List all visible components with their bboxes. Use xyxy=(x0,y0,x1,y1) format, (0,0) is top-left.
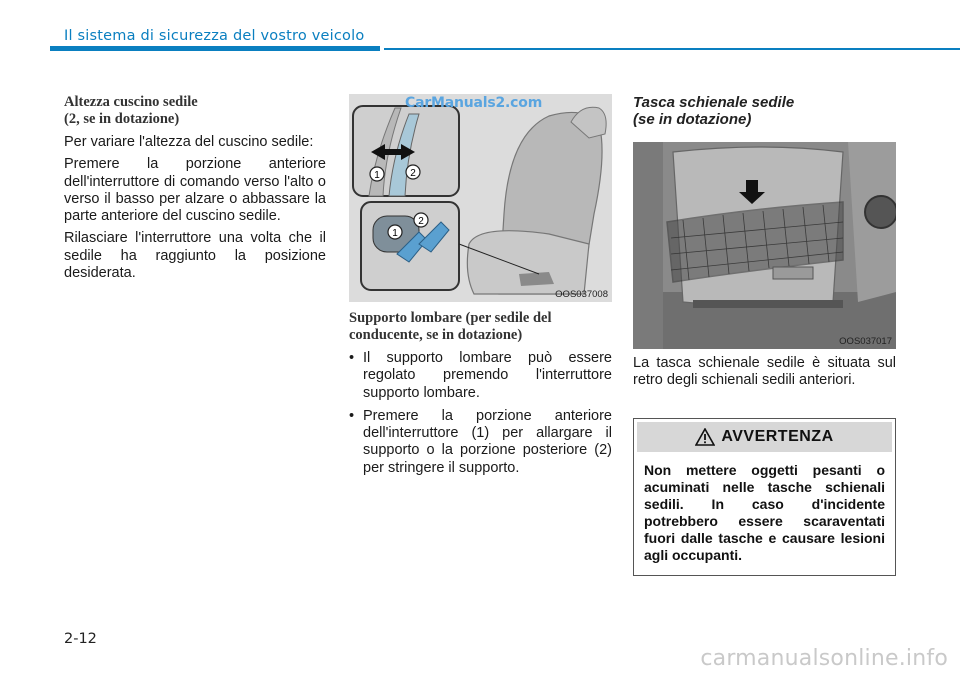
paragraph: Per variare l'altezza del cuscino sedile: xyxy=(64,134,314,150)
warning-box xyxy=(633,418,896,576)
bullet-list xyxy=(349,350,612,477)
figure-watermark: CarManuals2.com xyxy=(405,95,543,111)
heading-line: conducente, se in dotazione) xyxy=(349,327,523,343)
pocket-illustration xyxy=(633,142,896,349)
column-seat-height xyxy=(64,94,326,287)
header-rule xyxy=(384,48,960,50)
heading-lumbar-support xyxy=(349,310,612,344)
list-item: • Premere la porzione anteriore dell'interruttore (1) per allargare il supporto o la porzione posteriore (2) per stringere il supporto. xyxy=(349,408,612,477)
heading-line: Supporto lombare (per sedile del xyxy=(349,310,552,326)
list-item: • Il supporto lombare può essere regolato premendo l'interruttore supporto lombare. xyxy=(349,350,612,402)
warning-triangle-icon xyxy=(695,428,715,446)
warning-text: Non mettere oggetti pesanti o acuminati nelle tasche schienali sedili. In caso d'incidente potrebbero essere scaraventati fuori dalle tasche e causare lesioni agli occupanti. xyxy=(644,462,885,563)
figure-caption: OOS037017 xyxy=(839,336,892,347)
paragraph: Premere la porzione anteriore dell'interruttore di comando verso l'alto o verso il basso per alzare o abbassare la parte anteriore del cuscino sedile. xyxy=(64,156,326,225)
heading-line: Tasca schienale sedile xyxy=(633,94,795,111)
figure-caption: OOS037008 xyxy=(555,289,608,300)
heading-seatback-pocket xyxy=(633,94,896,128)
label-2: 2 xyxy=(410,168,416,179)
section-title: Il sistema di sicurezza del vostro veicolo xyxy=(64,28,365,44)
site-watermark: carmanualsonline.info xyxy=(700,646,948,671)
seatback-pocket-figure xyxy=(633,142,896,349)
warning-title: AVVERTENZA xyxy=(721,428,834,445)
seat-switch-figure xyxy=(349,94,612,302)
heading-line: (2, se in dotazione) xyxy=(64,111,180,127)
paragraph: La tasca schienale sedile è situata sul retro degli schienali sedili anteriori. xyxy=(633,355,896,389)
warning-header xyxy=(637,422,892,452)
seat-illustration xyxy=(349,94,612,302)
heading-seat-height xyxy=(64,94,326,128)
label-1: 1 xyxy=(374,170,380,181)
column-lumbar-support xyxy=(349,94,612,483)
header-bar xyxy=(50,46,380,51)
heading-line: Altezza cuscino sedile xyxy=(64,94,198,110)
paragraph: Rilasciare l'interruttore una volta che il sedile ha raggiunto la posizione desiderata. xyxy=(64,230,326,282)
heading-line: (se in dotazione) xyxy=(633,111,752,128)
page-number: 2-12 xyxy=(64,631,97,647)
column-seatback-pocket xyxy=(633,94,896,395)
label-2: 2 xyxy=(418,216,424,227)
label-1: 1 xyxy=(392,228,398,239)
